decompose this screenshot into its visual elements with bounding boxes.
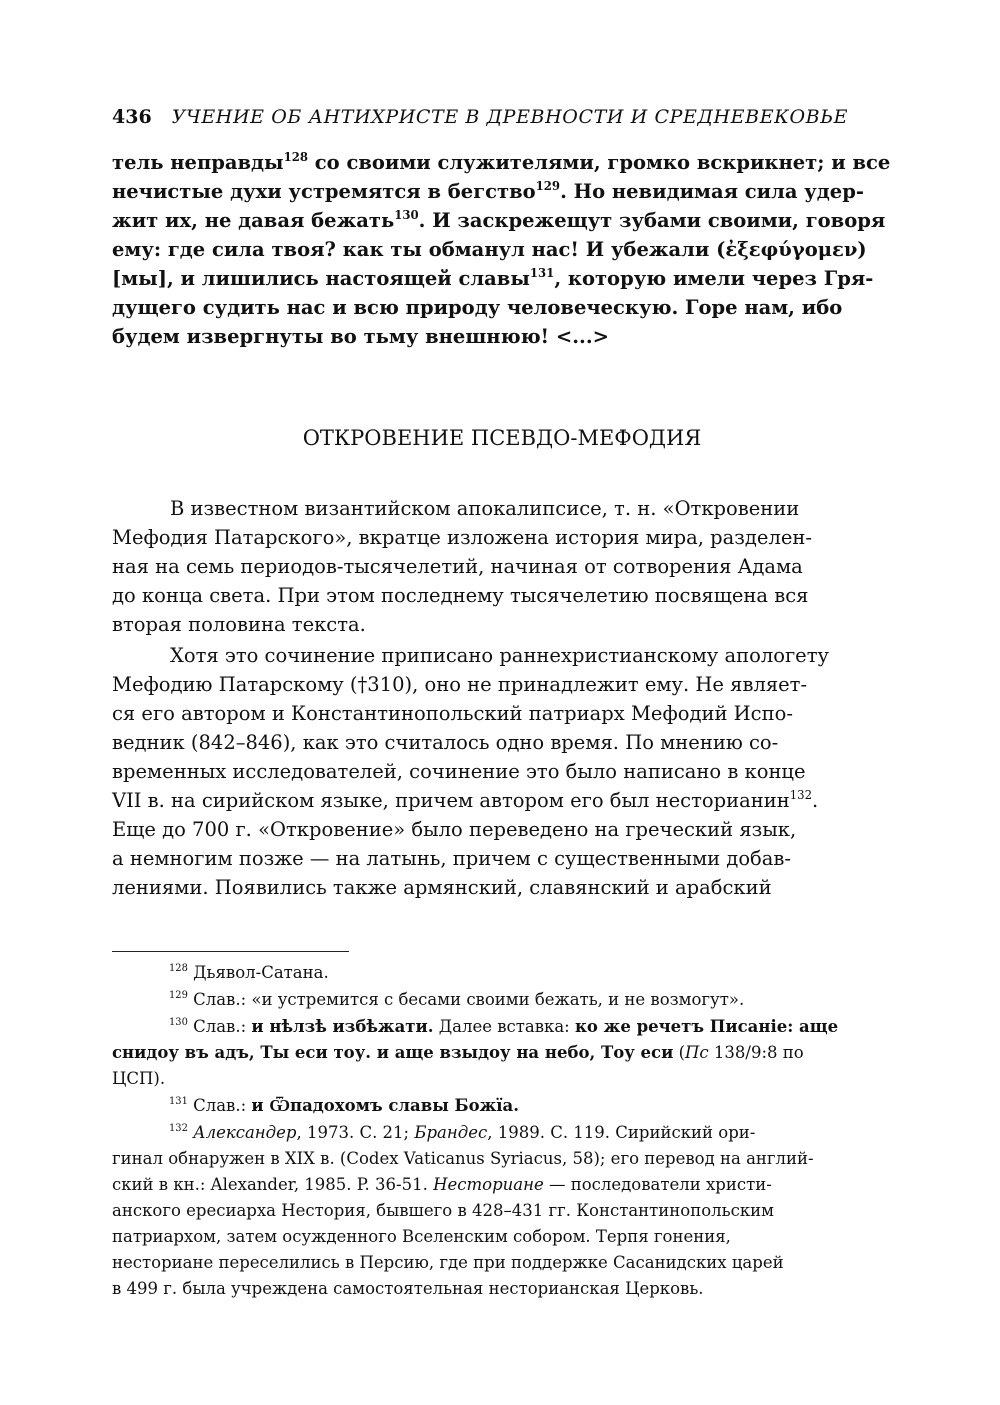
footnote-divider — [112, 951, 349, 952]
text-line: лениями. Появились также армянский, славянский и арабский — [112, 876, 772, 899]
footnote-text: — последователи христи- — [543, 1175, 772, 1194]
term-nestorians: Несториане — [433, 1175, 544, 1194]
footnote-132-line: анского ересиарха Нестория, бывшего в 428–431 гг. Константинопольским — [112, 1201, 774, 1220]
author-name: Александер — [187, 1123, 297, 1142]
text-line — [112, 148, 890, 177]
footnote-text: , 1989. С. 119. Сирийский ори- — [487, 1123, 756, 1142]
footnote-132-line — [112, 1172, 772, 1198]
footnote-ref[interactable]: 131 — [529, 265, 555, 280]
footnote-text: ( — [673, 1043, 686, 1062]
footnote-ref[interactable]: 129 — [535, 178, 561, 193]
author-name: Брандес — [414, 1123, 488, 1142]
footnote-132-line: гинал обнаружен в XIX в. (Codex Vaticanus Syriacus, 58); его перевод на англий- — [112, 1149, 814, 1168]
footnote-text: Слав.: — [187, 1017, 252, 1036]
text-line — [112, 264, 873, 293]
footnote-ref[interactable]: 128 — [283, 149, 308, 164]
footnote-131 — [112, 1093, 519, 1119]
text: нечистые духи устремятся в бегство — [112, 180, 536, 203]
text: [мы], и лишились настоящей славы — [112, 267, 530, 290]
text-line — [112, 206, 885, 235]
footnote-130-line — [112, 1040, 804, 1066]
church-slavonic-text: и Ѿпадохомъ славы Божїа. — [251, 1096, 519, 1115]
text-line: до конца света. При этом последнему тысячелетию посвящена вся — [112, 584, 809, 607]
church-slavonic-text: и нѣлзѣ избѣжати. — [251, 1017, 434, 1036]
text-line: Хотя это сочинение приписано раннехристианскому апологету — [170, 644, 829, 667]
footnote-number: 129 — [169, 990, 188, 1002]
footnote-132 — [112, 1120, 755, 1146]
text: . И заскрежещут зубами своими, говоря — [418, 209, 886, 232]
text-line: ведник (842–846), как это считалось одно время. По мнению со- — [112, 731, 779, 754]
footnote-132-line: несториане переселились в Персию, где при поддержке Сасанидских царей — [112, 1253, 784, 1272]
church-slavonic-text: ко же речетъ Писаніе: аще — [575, 1017, 839, 1036]
footnote-129 — [112, 987, 744, 1013]
footnote-text: Дьявол-Сатана. — [187, 963, 329, 982]
psalm-abbrev: Пс — [685, 1043, 709, 1062]
footnote-130 — [112, 1014, 838, 1040]
text-line: ему: где сила твоя? как ты обманул нас! И убежали (ἐξεφύγομεν) — [112, 238, 867, 261]
text-line: дущего судить нас и всю природу человеческую. Горе нам, ибо — [112, 296, 843, 319]
text-line: будем извергнуты во тьму внешнюю! <...> — [112, 325, 609, 348]
footnote-ref[interactable]: 130 — [394, 207, 419, 222]
text-line: ная на семь периодов-тысячелетий, начиная от сотворения Адама — [112, 555, 803, 578]
footnote-text: 138/9:8 по — [708, 1043, 804, 1062]
footnote-number: 128 — [169, 963, 188, 975]
footnote-text: , 1973. С. 21; — [296, 1123, 415, 1142]
text: . Но невидимая сила удер- — [560, 180, 864, 203]
footnote-number: 130 — [169, 1017, 188, 1029]
section-heading: ОТКРОВЕНИЕ ПСЕВДО-МЕФОДИЯ — [302, 426, 702, 450]
text: VII в. на сирийском языке, причем автором его был несторианин — [112, 789, 790, 812]
footnote-text: Слав.: — [187, 1096, 252, 1115]
text: тель неправды — [112, 151, 284, 174]
footnote-128 — [112, 960, 329, 986]
footnote-number: 132 — [169, 1123, 188, 1135]
text: со своими служителями, громко вскрикнет; и все — [307, 151, 891, 174]
running-header — [112, 103, 892, 131]
footnote-132-line: патриархом, затем осужденного Вселенским собором. Терпя гонения, — [112, 1227, 731, 1246]
footnote-132-line: в 499 г. была учреждена самостоятельная несторианская Церковь. — [112, 1279, 704, 1298]
text: . — [812, 789, 819, 812]
footnote-130-line: ЦСП). — [112, 1069, 166, 1088]
footnote-ref[interactable]: 132 — [789, 787, 813, 802]
footnote-text: Далее вставка: — [433, 1017, 575, 1036]
text-line: временных исследователей, сочинение это было написано в конце — [112, 760, 806, 783]
text-line: Мефодия Патарского», вкратце изложена история мира, разделен- — [112, 526, 812, 549]
footnote-text: ский в кн.: Alexander, 1985. P. 36-51. — [112, 1175, 434, 1194]
text-line: ся его автором и Константинопольский патриарх Мефодий Испо- — [112, 702, 793, 725]
church-slavonic-text: снидоу въ адъ, Ты еси тоу. и аще взыдоу на небо, Тоу еси — [112, 1043, 674, 1062]
text-line: вторая половина текста. — [112, 613, 366, 636]
text: жит их, не давая бежать — [112, 209, 395, 232]
text: , которую имели через Гря- — [554, 267, 874, 290]
text-line: а немногим позже — на латынь, причем с существенными добав- — [112, 847, 791, 870]
running-title: УЧЕНИЕ ОБ АНТИХРИСТЕ В ДРЕВНОСТИ И СРЕДНЕВЕКОВЬЕ — [171, 106, 849, 128]
text-line — [112, 177, 864, 206]
text-line — [112, 786, 818, 815]
text-line: Еще до 700 г. «Откровение» было переведено на греческий язык, — [112, 818, 797, 841]
footnote-text: Слав.: «и устремится с бесами своими бежать, и не возмогут». — [187, 990, 745, 1009]
footnote-number: 131 — [169, 1096, 188, 1108]
page-number: 436 — [112, 106, 152, 128]
text-line: Мефодию Патарскому (†310), оно не принадлежит ему. Не являет- — [112, 673, 808, 696]
text-line: В известном византийском апокалипсисе, т. н. «Откровении — [170, 497, 800, 520]
